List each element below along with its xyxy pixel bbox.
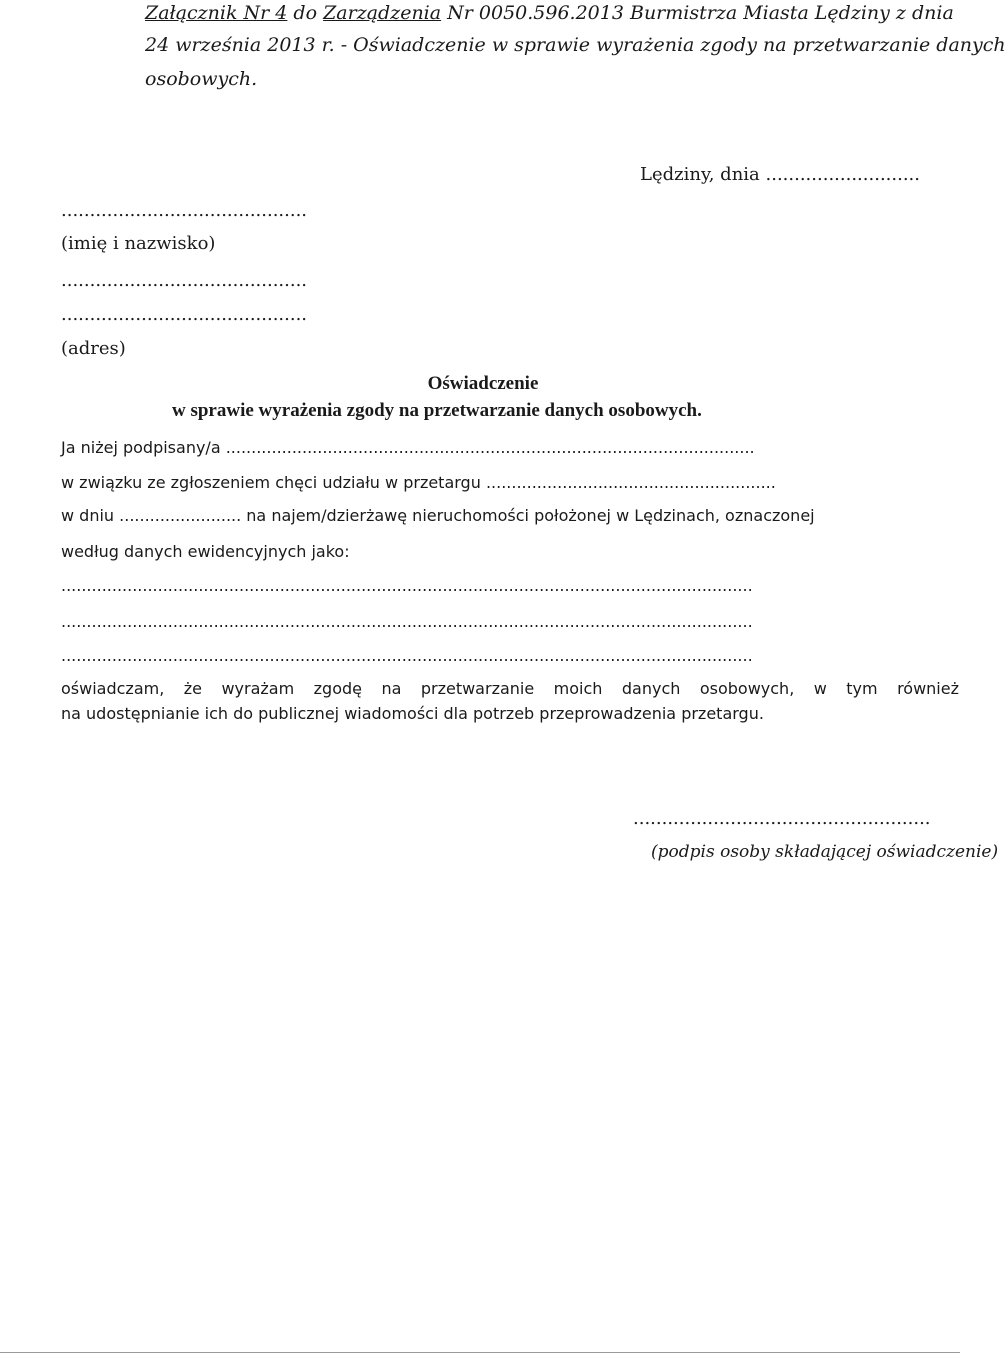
consent-word: że — [183, 679, 202, 698]
consent-word: moich — [553, 679, 603, 698]
header-link-ordinance[interactable]: Zarządzenia — [323, 2, 442, 24]
body-line-tender: w związku ze zgłoszeniem chęci udziału w przetargu ......................................................... — [61, 473, 776, 492]
consent-word: przetwarzanie — [420, 679, 535, 698]
header-line-1 — [145, 2, 954, 24]
address-dots-1: ........................................... — [61, 270, 308, 291]
consent-line-1 — [61, 679, 959, 698]
body-dots-1: ........................................................................................................................................ — [61, 576, 753, 595]
name-dots: ........................................... — [61, 200, 308, 221]
document-subtitle: w sprawie wyrażenia zgody na przetwarzanie danych osobowych. — [172, 400, 702, 421]
header-line-3: osobowych. — [145, 68, 258, 90]
page-bottom-rule — [0, 1352, 960, 1353]
consent-line-2: na udostępnianie ich do publicznej wiadomości dla potrzeb przeprowadzenia przetargu. — [61, 704, 764, 723]
name-label: (imię i nazwisko) — [61, 233, 216, 254]
body-line-signatory: Ja niżej podpisany/a ........................................................................................................ — [61, 438, 755, 457]
consent-word: w — [813, 679, 827, 698]
body-line-records: według danych ewidencyjnych jako: — [61, 542, 350, 561]
place-date: Lędziny, dnia ........................... — [640, 164, 920, 185]
body-dots-2: ........................................................................................................................................ — [61, 612, 753, 631]
consent-word: na — [381, 679, 402, 698]
consent-word: danych — [621, 679, 681, 698]
consent-word: tym — [846, 679, 878, 698]
body-line-property: w dniu ........................ na najem/dzierżawę nieruchomości położonej w Lędzinach, oznaczonej — [61, 506, 815, 525]
header-link-attachment[interactable]: Załącznik Nr 4 — [145, 2, 288, 24]
document-title: Oświadczenie — [427, 373, 539, 394]
header-text-rest: Nr 0050.596.2013 Burmistrza Miasta Lędziny z dnia — [447, 2, 954, 24]
consent-word: wyrażam — [221, 679, 295, 698]
consent-word: oświadczam, — [61, 679, 165, 698]
address-dots-2: ........................................... — [61, 304, 308, 325]
signature-label: (podpis osoby składającej oświadczenie) — [651, 842, 999, 862]
address-label: (adres) — [61, 338, 126, 359]
body-dots-3: ........................................................................................................................................ — [61, 646, 753, 665]
signature-dots: .................................................... — [633, 808, 931, 829]
header-line-2: 24 września 2013 r. - Oświadczenie w sprawie wyrażenia zgody na przetwarzanie danych — [145, 34, 1006, 56]
consent-word: osobowych, — [699, 679, 795, 698]
header-text-do: do — [293, 2, 318, 24]
consent-word: zgodę — [313, 679, 362, 698]
consent-word: również — [897, 679, 959, 698]
